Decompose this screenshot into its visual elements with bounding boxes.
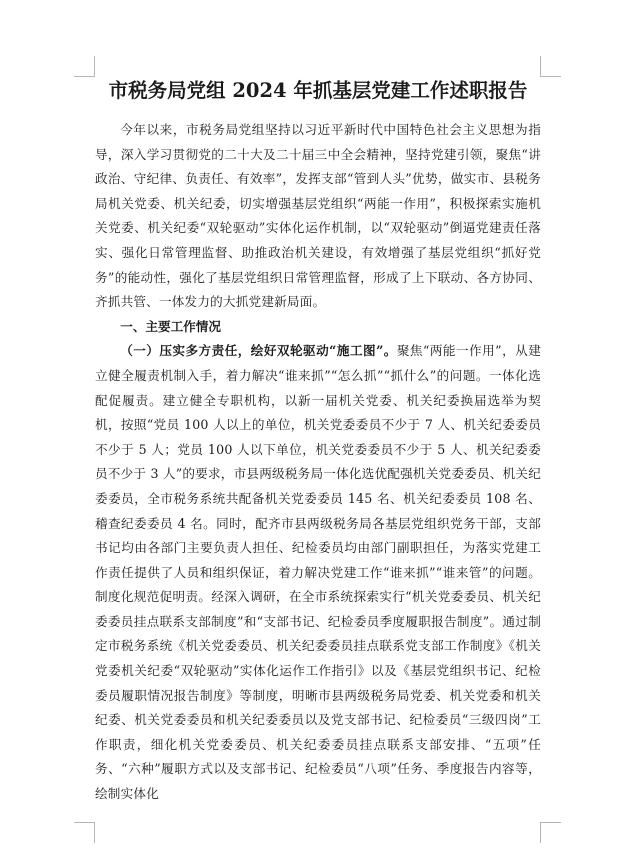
crop-mark-bottom-right bbox=[540, 822, 561, 843]
subsection-paragraph bbox=[95, 339, 541, 806]
crop-mark-top-right bbox=[540, 56, 561, 77]
subsection-lead: （一）压实多方责任，绘好双轮驱动“施工图”。 bbox=[120, 343, 397, 359]
subsection-body: 聚焦“两能一作用”，从建立健全履责机制入手，着力解决“谁来抓”“怎么抓”“抓什么”的问题。一体化选配促履责。建立健全专职机构，以新一届机关党委、机关纪委换届选举为契机，按照“党员 100 人以上的单位，机关党委委员不少于 7 人、机关纪委委员不少于 5 人；党员 100 人以下单位，机关党委委员不少于 5 人、机关纪委委员不少于 3 人”的要求，市县两级税务局一体化选优配强机关党委委员、机关纪委委员，全市税务系统共配备机关党委委员 145 名、机关纪委委员 108 名、稽查纪委委员 4 名。同时，配齐市县两级税务局各基层党组织党务干部，支部书记均由各部门主要负责人担任、纪检委员均由部门副职担任，为落实党建工作责任提供了人员和组织保证，着力解决党建工作“谁来抓”“谁来管”的问题。制度化规范促明责。经深入调研，在全市系统探索实行“机关党委委员、机关纪委委员挂点联系支部制度”和“支部书记、纪检委员季度履职报告制度”。通过制定市税务系统《机关党委委员、机关纪委委员挂点联系党支部工作制度》《机关党委机关纪委“双轮驱动”实体化运作工作指引》以及《基层党组织书记、纪检委员履职情况报告制度》等制度，明晰市县两级税务局党委、机关党委和机关纪委、机关党委委员和机关纪委委员以及党支部书记、纪检委员“三级四岗”工作职责，细化机关党委委员、机关纪委委员挂点联系支部安排、“五项”任务、“六种”履职方式以及支部书记、纪检委员“八项”任务、季度报告内容等，绘制实体化 bbox=[95, 343, 542, 802]
document-body bbox=[95, 76, 541, 807]
intro-paragraph: 今年以来，市税务局党组坚持以习近平新时代中国特色社会主义思想为指导，深入学习贯彻党的二十大及二十届三中全会精神，坚持党建引领，聚焦“讲政治、守纪律、负责任、有效率”，发挥支部“管到人头”优势，做实市、县税务局机关党委、机关纪委，切实增强基层党组织“两能一作用”，积极探索实施机关党委、机关纪委“双轮驱动”实体化运作机制，以“双轮驱动”倒逼党建责任落实、强化日常管理监督、助推政治机关建设，有效增强了基层党组织“抓好党务”的能动性，强化了基层党组织日常管理监督，形成了上下联动、各方协同、齐抓共管、一体发力的大抓党建新局面。 bbox=[95, 122, 541, 310]
crop-mark-top-left bbox=[74, 56, 95, 77]
document-title: 市税务局党组 2024 年抓基层党建工作述职报告 bbox=[108, 79, 528, 102]
crop-mark-bottom-left bbox=[74, 822, 95, 843]
section-heading-main-work: 一、主要工作情况 bbox=[120, 318, 221, 334]
